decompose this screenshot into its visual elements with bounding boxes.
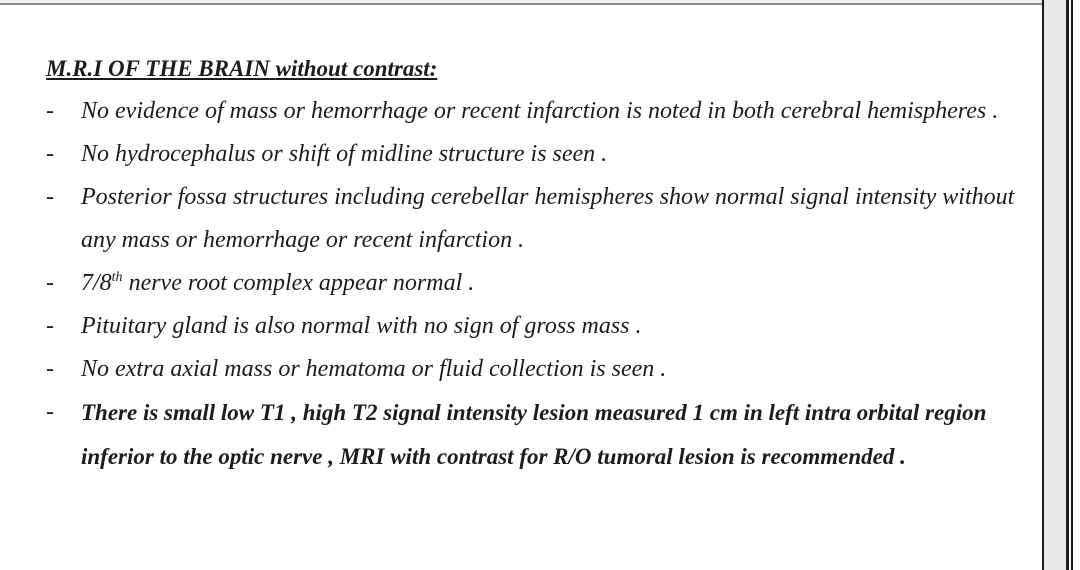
- section-heading: [46, 52, 1026, 90]
- bullet-dash: -: [46, 141, 54, 167]
- top-rule: [0, 0, 1046, 5]
- finding-text: Posterior fossa structures including cerebellar hemispheres show normal signal intensity without any mass or hemorrhage or recent infarction .: [81, 184, 1015, 253]
- bullet-dash: -: [46, 399, 54, 425]
- bullet-dash: -: [46, 184, 54, 210]
- page-right-border: [1042, 0, 1080, 570]
- finding-text: [81, 270, 474, 296]
- finding-item: [46, 133, 1026, 176]
- bullet-dash: -: [46, 356, 54, 382]
- finding-item: [46, 305, 1026, 348]
- heading-qualifier: without contrast:: [275, 56, 438, 81]
- finding-item: [46, 90, 1026, 133]
- finding-text-rest: nerve root complex appear normal .: [122, 270, 475, 296]
- finding-item: [46, 262, 1026, 305]
- bullet-dash: -: [46, 98, 54, 124]
- ordinal-suffix: th: [111, 270, 123, 285]
- findings-list: [46, 90, 1026, 479]
- finding-text: Pituitary gland is also normal with no sign of gross mass .: [81, 313, 642, 339]
- bullet-dash: -: [46, 313, 54, 339]
- finding-text: No hydrocephalus or shift of midline structure is seen .: [81, 141, 608, 167]
- bullet-dash: -: [46, 270, 54, 296]
- finding-item-recommendation: [46, 391, 1026, 479]
- finding-text: No extra axial mass or hematoma or fluid collection is seen .: [81, 356, 667, 382]
- finding-text: There is small low T1 , high T2 signal intensity lesion measured 1 cm in left intra orbital region inferior to the optic nerve , MRI with contrast for R/O tumoral lesion is recommended .: [81, 400, 987, 469]
- finding-text: No evidence of mass or hemorrhage or recent infarction is noted in both cerebral hemispheres .: [81, 98, 999, 124]
- heading-title: M.R.I OF THE BRAIN: [46, 56, 270, 81]
- report-section: [46, 52, 1026, 479]
- nerve-number: 7/8: [81, 270, 112, 296]
- finding-item: [46, 348, 1026, 391]
- finding-item: [46, 176, 1026, 262]
